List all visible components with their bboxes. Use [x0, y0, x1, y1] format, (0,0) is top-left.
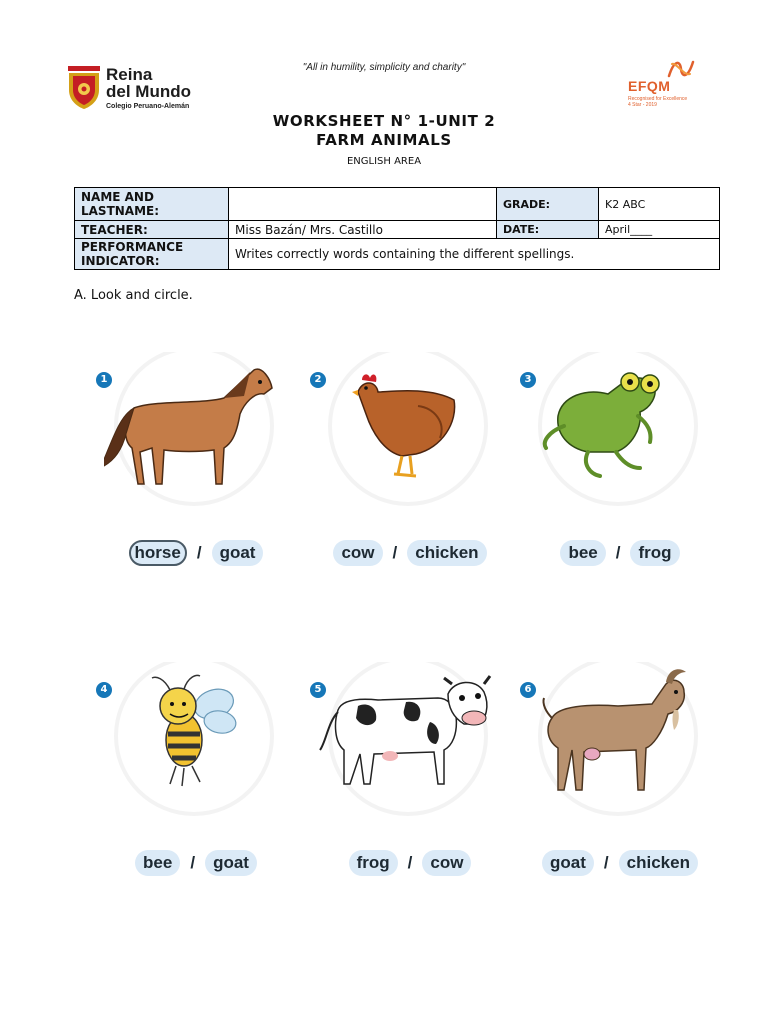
- goat-icon: [528, 662, 708, 842]
- item-number-badge: 2: [310, 372, 326, 388]
- choice-separator: /: [190, 853, 196, 872]
- choice-separator: /: [392, 543, 398, 562]
- title-line-1: WORKSHEET N° 1-UNIT 2: [272, 112, 496, 130]
- school-motto: "All in humility, simplicity and charity": [302, 62, 466, 73]
- exercise-item-1: [96, 372, 296, 592]
- student-info-table: [74, 187, 720, 270]
- name-field[interactable]: [229, 188, 497, 221]
- choice-option-1[interactable]: bee: [135, 850, 180, 876]
- grade-value: K2 ABC: [599, 188, 720, 221]
- exercise-item-6: [520, 682, 720, 902]
- choice-separator: /: [407, 853, 413, 872]
- indicator-label: PERFORMANCE INDICATOR:: [75, 239, 229, 270]
- answer-choices: [520, 850, 720, 876]
- item-number-badge: 4: [96, 682, 112, 698]
- item-number-badge: 5: [310, 682, 326, 698]
- choice-option-1[interactable]: frog: [349, 850, 398, 876]
- choice-option-2[interactable]: chicken: [619, 850, 698, 876]
- exercise-item-3: [520, 372, 720, 592]
- title-line-2: FARM ANIMALS: [316, 131, 452, 149]
- logo-line-3: Colegio Peruano-Alemán: [106, 103, 190, 110]
- teacher-value: Miss Bazán/ Mrs. Castillo: [229, 221, 497, 239]
- exercise-item-4: [96, 682, 296, 902]
- choice-option-2[interactable]: goat: [205, 850, 257, 876]
- name-label: NAME AND LASTNAME:: [75, 188, 229, 221]
- horse-icon: [104, 352, 284, 532]
- choice-option-1[interactable]: goat: [542, 850, 594, 876]
- bee-icon: [104, 662, 284, 842]
- choice-option-2[interactable]: goat: [212, 540, 264, 566]
- item-number-badge: 6: [520, 682, 536, 698]
- choice-separator: /: [196, 543, 202, 562]
- item-number-badge: 3: [520, 372, 536, 388]
- choice-option-2[interactable]: chicken: [407, 540, 486, 566]
- answer-choices: [96, 540, 296, 566]
- subject-area: ENGLISH AREA: [346, 156, 422, 167]
- date-field[interactable]: April____: [599, 221, 720, 239]
- efqm-logo: [626, 58, 706, 108]
- instruction: A. Look and circle.: [74, 288, 193, 303]
- choice-option-1[interactable]: bee: [560, 540, 605, 566]
- efqm-subtitle-1: Recognised for Excellence: [628, 96, 688, 102]
- choice-option-2[interactable]: cow: [422, 850, 471, 876]
- answer-choices: [310, 540, 510, 566]
- date-label: DATE:: [497, 221, 599, 239]
- logo-line-1: Reina: [106, 65, 153, 84]
- logo-line-2: del Mundo: [106, 82, 191, 101]
- choice-option-2[interactable]: frog: [630, 540, 679, 566]
- indicator-value: Writes correctly words containing the different spellings.: [229, 239, 720, 270]
- item-number-badge: 1: [96, 372, 112, 388]
- frog-icon: [528, 352, 708, 532]
- worksheet-title: [0, 112, 768, 150]
- exercise-item-2: [310, 372, 510, 592]
- exercise-item-5: [310, 682, 510, 902]
- cow-icon: [318, 662, 498, 842]
- efqm-subtitle-2: 4 Star - 2019: [628, 102, 657, 108]
- choice-option-1[interactable]: horse: [129, 540, 187, 566]
- chicken-icon: [318, 352, 498, 532]
- efqm-mark-icon: [666, 58, 696, 80]
- grade-label: GRADE:: [497, 188, 599, 221]
- choice-separator: /: [615, 543, 621, 562]
- efqm-word: EFQM: [628, 78, 671, 94]
- choice-option-1[interactable]: cow: [333, 540, 382, 566]
- choice-separator: /: [603, 853, 609, 872]
- answer-choices: [520, 540, 720, 566]
- answer-choices: [96, 850, 296, 876]
- answer-choices: [310, 850, 510, 876]
- teacher-label: TEACHER:: [75, 221, 229, 239]
